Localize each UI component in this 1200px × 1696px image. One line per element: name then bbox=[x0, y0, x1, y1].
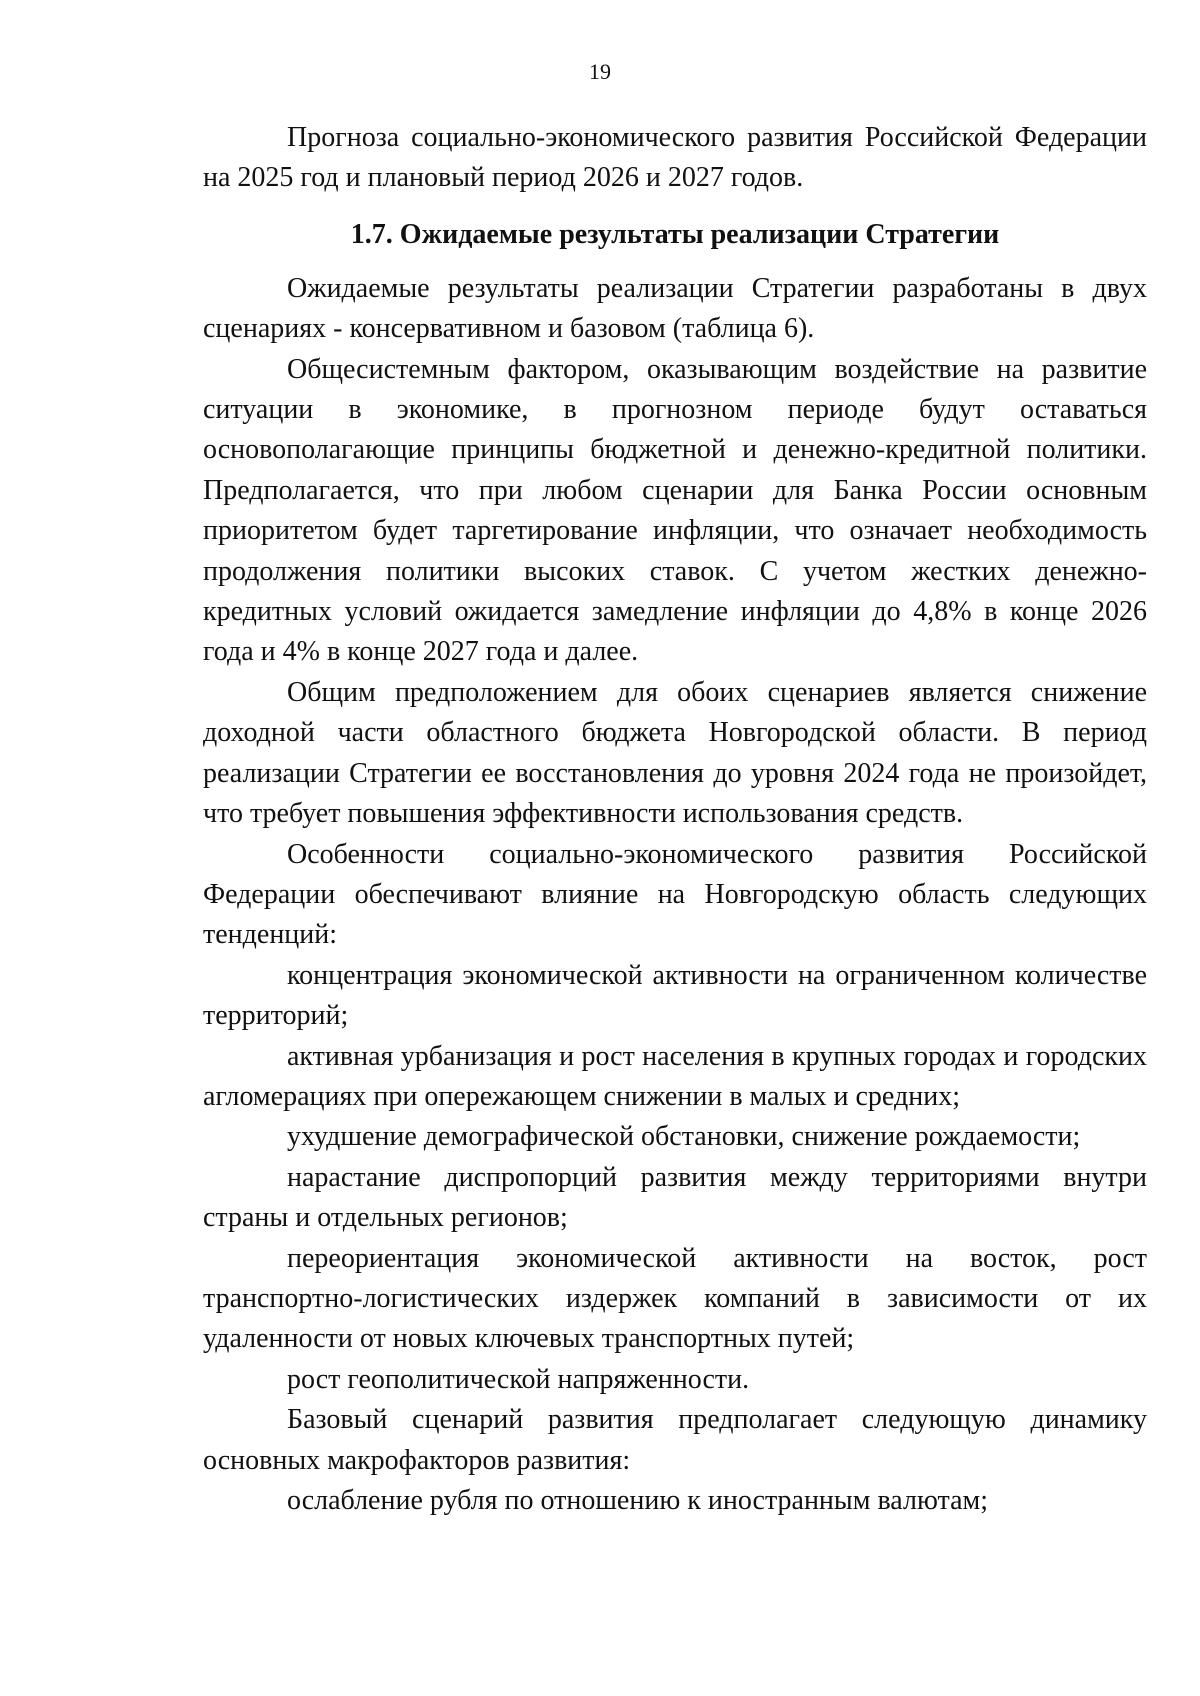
list-item: активная урбанизация и рост населения в крупных городах и городских агломерациях при опережающем снижении в малых и средних; bbox=[203, 1040, 1147, 1112]
page-content bbox=[203, 118, 1147, 1521]
list-item: нарастание диспропорций развития между территориями внутри страны и отдельных регионов; bbox=[203, 1161, 1147, 1234]
list-item: переориентация экономической активности на восток, рост транспортно-логистических издержек компаний в зависимости от их удаленности от новых ключевых транспортных путей; bbox=[203, 1242, 1147, 1355]
paragraph: Общесистемным фактором, оказывающим воздействие на развитие ситуации в экономике, в прогнозном периоде будут оставаться основополагающие принципы бюджетной и денежно-кредитной политики. Предполагается, что при любом сценарии для Банка России основным приоритетом будет таргетирование инфляции, что означает необходимость продолжения политики высоких ставок. С учетом жестких денежно-кредитных условий ожидается замедление инфляции до 4,8% в конце 2026 года и 4% в конце 2027 года и далее. bbox=[203, 353, 1147, 668]
paragraph: Особенности социально-экономического развития Российской Федерации обеспечивают влияние на Новгородскую область следующих тенденций: bbox=[203, 838, 1147, 951]
paragraph: Ожидаемые результаты реализации Стратегии разработаны в двух сценариях - консервативном и базовом (таблица 6). bbox=[203, 272, 1147, 345]
list-item: концентрация экономической активности на ограниченном количестве территорий; bbox=[203, 959, 1147, 1032]
list-item: рост геополитической напряженности. bbox=[287, 1363, 750, 1395]
paragraph-continuation: Прогноза социально-экономического развития Российской Федерации на 2025 год и плановый период 2026 и 2027 годов. bbox=[203, 122, 1147, 194]
paragraph: Базовый сценарий развития предполагает следующую динамику основных макрофакторов развития: bbox=[203, 1404, 1147, 1476]
list-item: ухудшение демографической обстановки, снижение рождаемости; bbox=[287, 1121, 1081, 1153]
page-number: 19 bbox=[589, 59, 611, 84]
paragraph: Общим предположением для обоих сценариев является снижение доходной части областного бюджета Новгородской области. В период реализации Стратегии ее восстановления до уровня 2024 года не произойдет, что требует повышения эффективности использования средств. bbox=[203, 676, 1147, 830]
section-heading: 1.7. Ожидаемые результаты реализации Стратегии bbox=[350, 218, 1000, 250]
list-item: ослабление рубля по отношению к иностранным валютам; bbox=[287, 1485, 988, 1516]
